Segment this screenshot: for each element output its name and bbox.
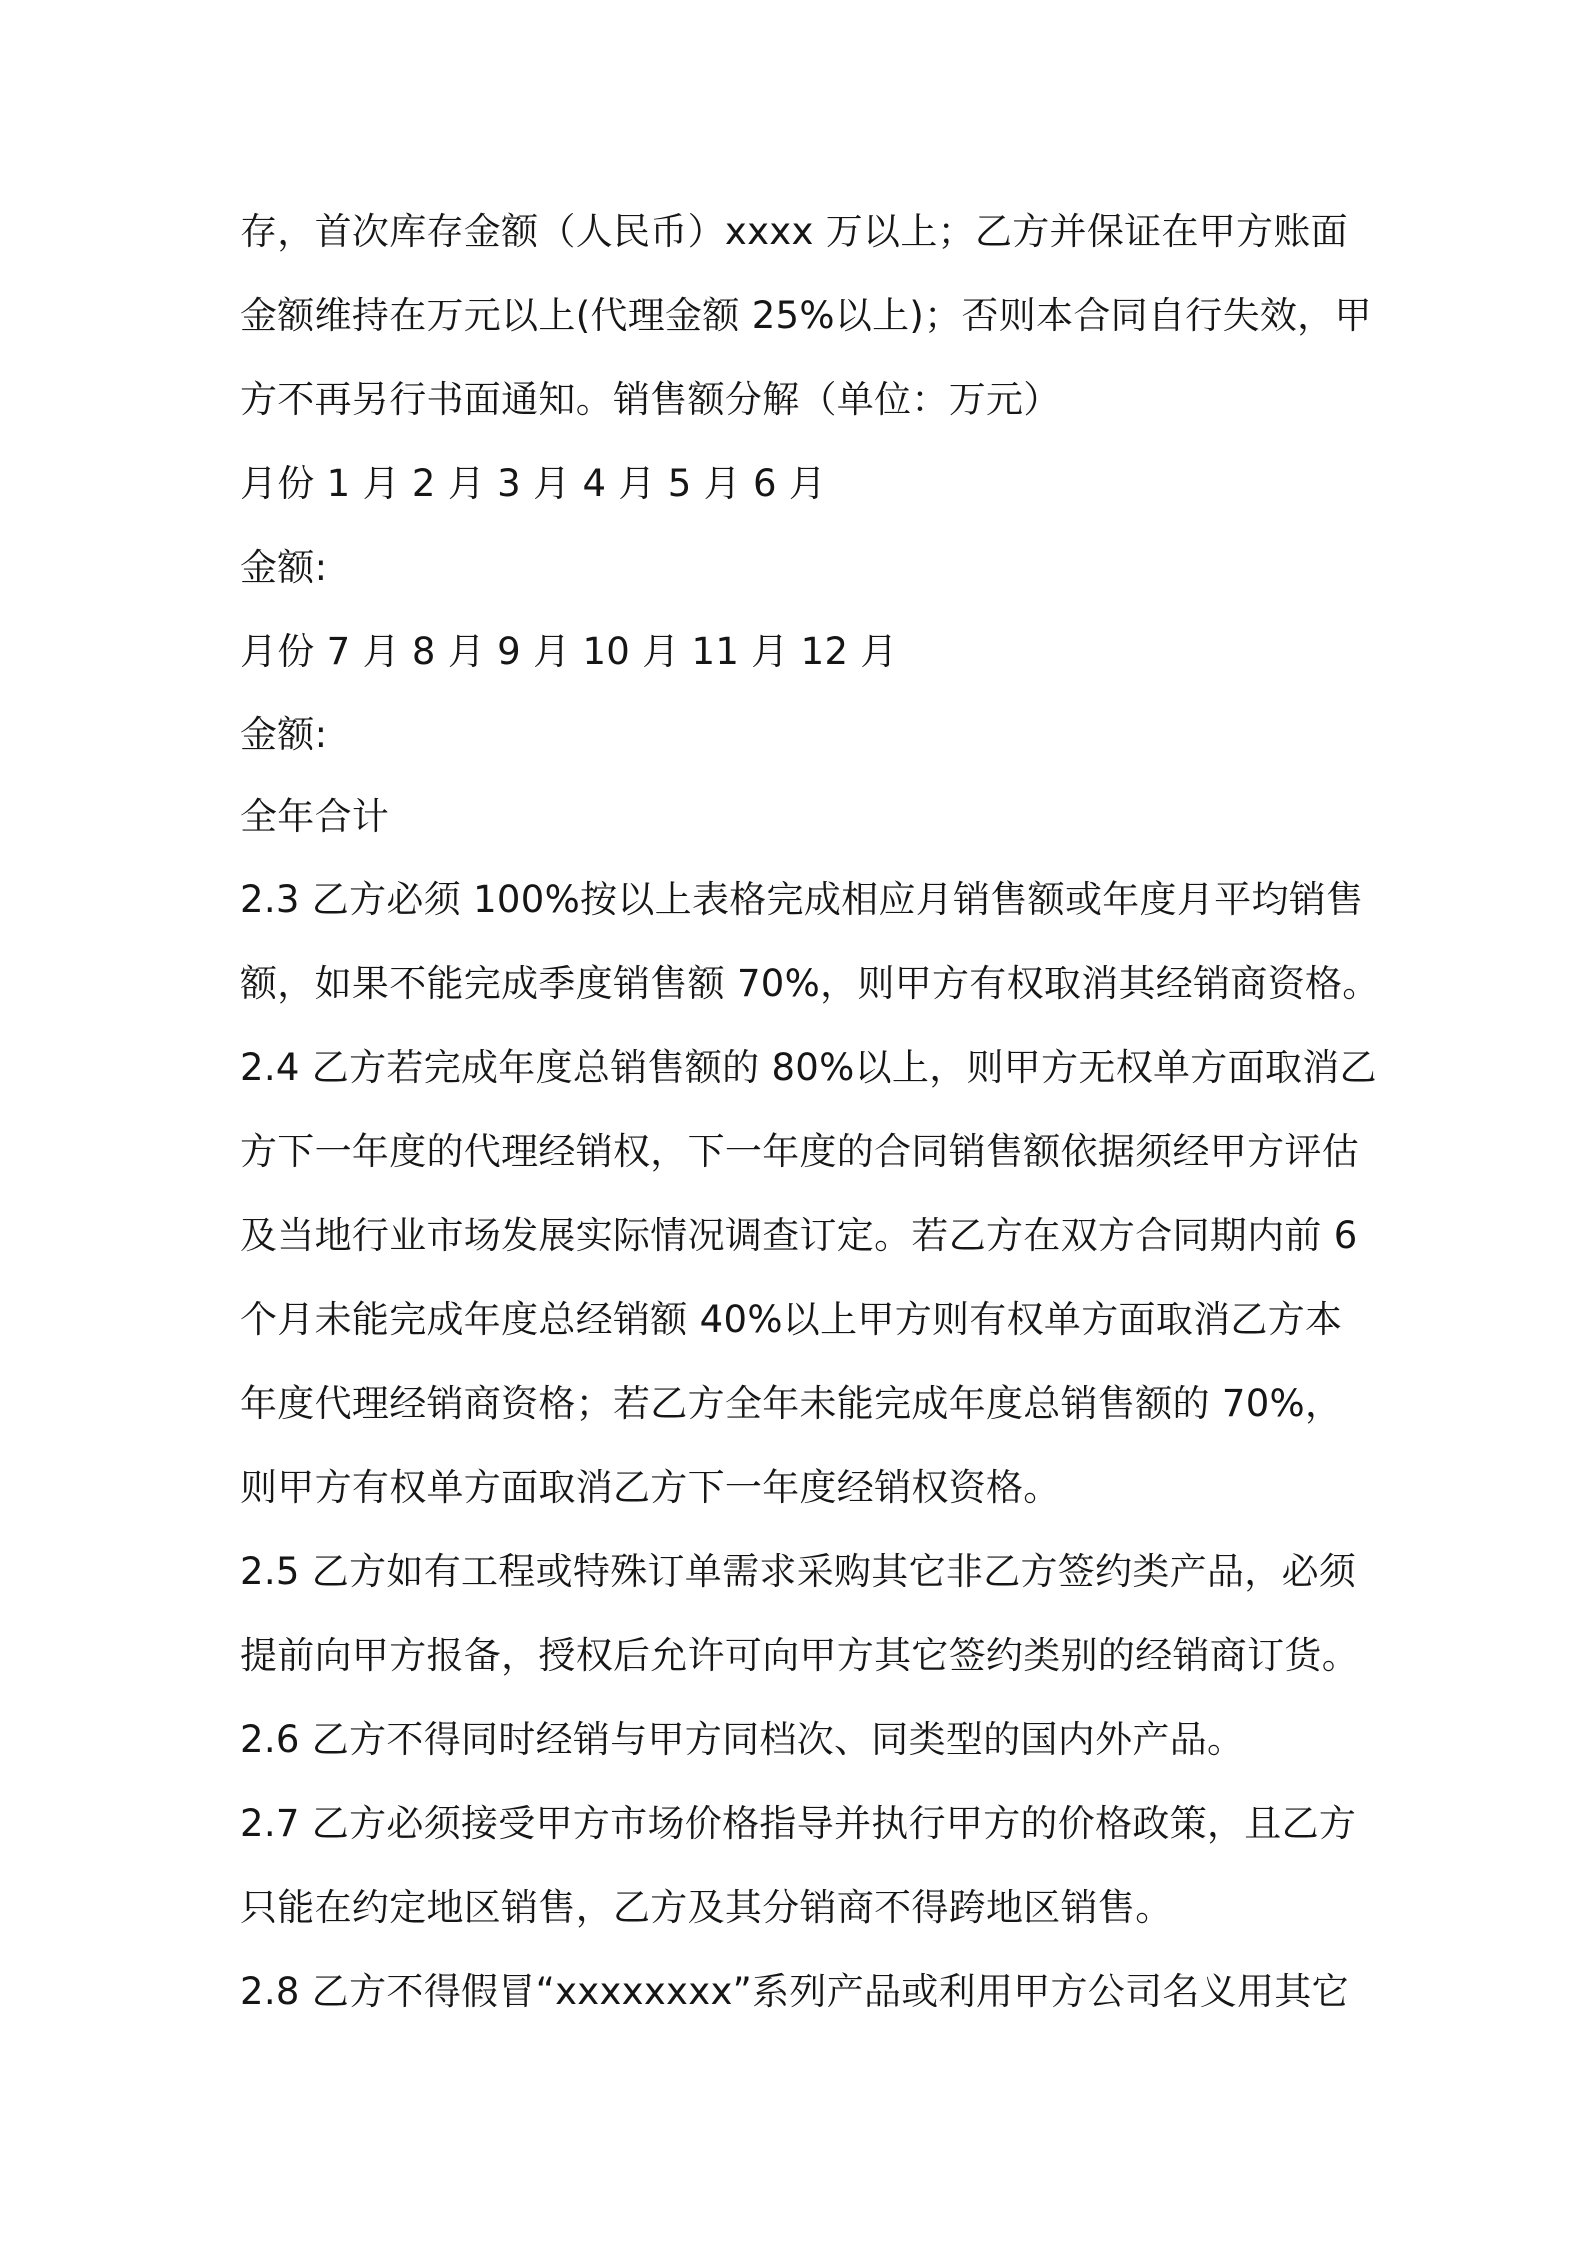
clause-2-6-line-1: 2.6 乙方不得同时经销与甲方同档次、同类型的国内外产品。 — [240, 1718, 1245, 1761]
text-line-1: 存，首次库存金额（人民币）xxxx 万以上；乙方并保证在甲方账面 — [240, 210, 1348, 253]
text-line-3: 方不再另行书面通知。销售额分解（单位：万元） — [240, 378, 1061, 421]
clause-2-4-line-2: 方下一年度的代理经销权，下一年度的合同销售额依据须经甲方评估 — [240, 1130, 1359, 1173]
annual-total-label: 全年合计 — [240, 795, 390, 838]
clause-2-7-line-1: 2.7 乙方必须接受甲方市场价格指导并执行甲方的价格政策，且乙方 — [240, 1802, 1357, 1845]
clause-2-3-line-1: 2.3 乙方必须 100%按以上表格完成相应月销售额或年度月平均销售 — [240, 878, 1364, 921]
monthly-table-amount-2: 金额: — [240, 713, 328, 756]
clause-2-4-line-3: 及当地行业市场发展实际情况调查订定。若乙方在双方合同期内前 6 — [240, 1214, 1358, 1257]
clause-2-4-line-5: 年度代理经销商资格；若乙方全年未能完成年度总销售额的 70%， — [240, 1382, 1343, 1425]
clause-2-8-line-1: 2.8 乙方不得假冒“xxxxxxxx”系列产品或利用甲方公司名义用其它 — [240, 1970, 1349, 2013]
text-line-2: 金额维持在万元以上(代理金额 25%以上)；否则本合同自行失效，甲 — [240, 294, 1372, 337]
clause-2-4-line-1: 2.4 乙方若完成年度总销售额的 80%以上，则甲方无权单方面取消乙 — [240, 1046, 1377, 1089]
clause-2-5-line-1: 2.5 乙方如有工程或特殊订单需求采购其它非乙方签约类产品，必须 — [240, 1550, 1357, 1593]
monthly-table-header-2: 月份 7 月 8 月 9 月 10 月 11 月 12 月 — [240, 630, 898, 673]
clause-2-5-line-2: 提前向甲方报备，授权后允许可向甲方其它签约类别的经销商订货。 — [240, 1634, 1359, 1677]
clause-2-7-line-2: 只能在约定地区销售，乙方及其分销商不得跨地区销售。 — [240, 1886, 1173, 1929]
clause-2-3-line-2: 额，如果不能完成季度销售额 70%，则甲方有权取消其经销商资格。 — [240, 962, 1380, 1005]
clause-2-4-line-6: 则甲方有权单方面取消乙方下一年度经销权资格。 — [240, 1466, 1061, 1509]
clause-2-4-line-4: 个月未能完成年度总经销额 40%以上甲方则有权单方面取消乙方本 — [240, 1298, 1343, 1341]
monthly-table-header-1: 月份 1 月 2 月 3 月 4 月 5 月 6 月 — [240, 462, 827, 505]
monthly-table-amount-1: 金额: — [240, 546, 328, 589]
contract-body-text — [240, 190, 1380, 2034]
